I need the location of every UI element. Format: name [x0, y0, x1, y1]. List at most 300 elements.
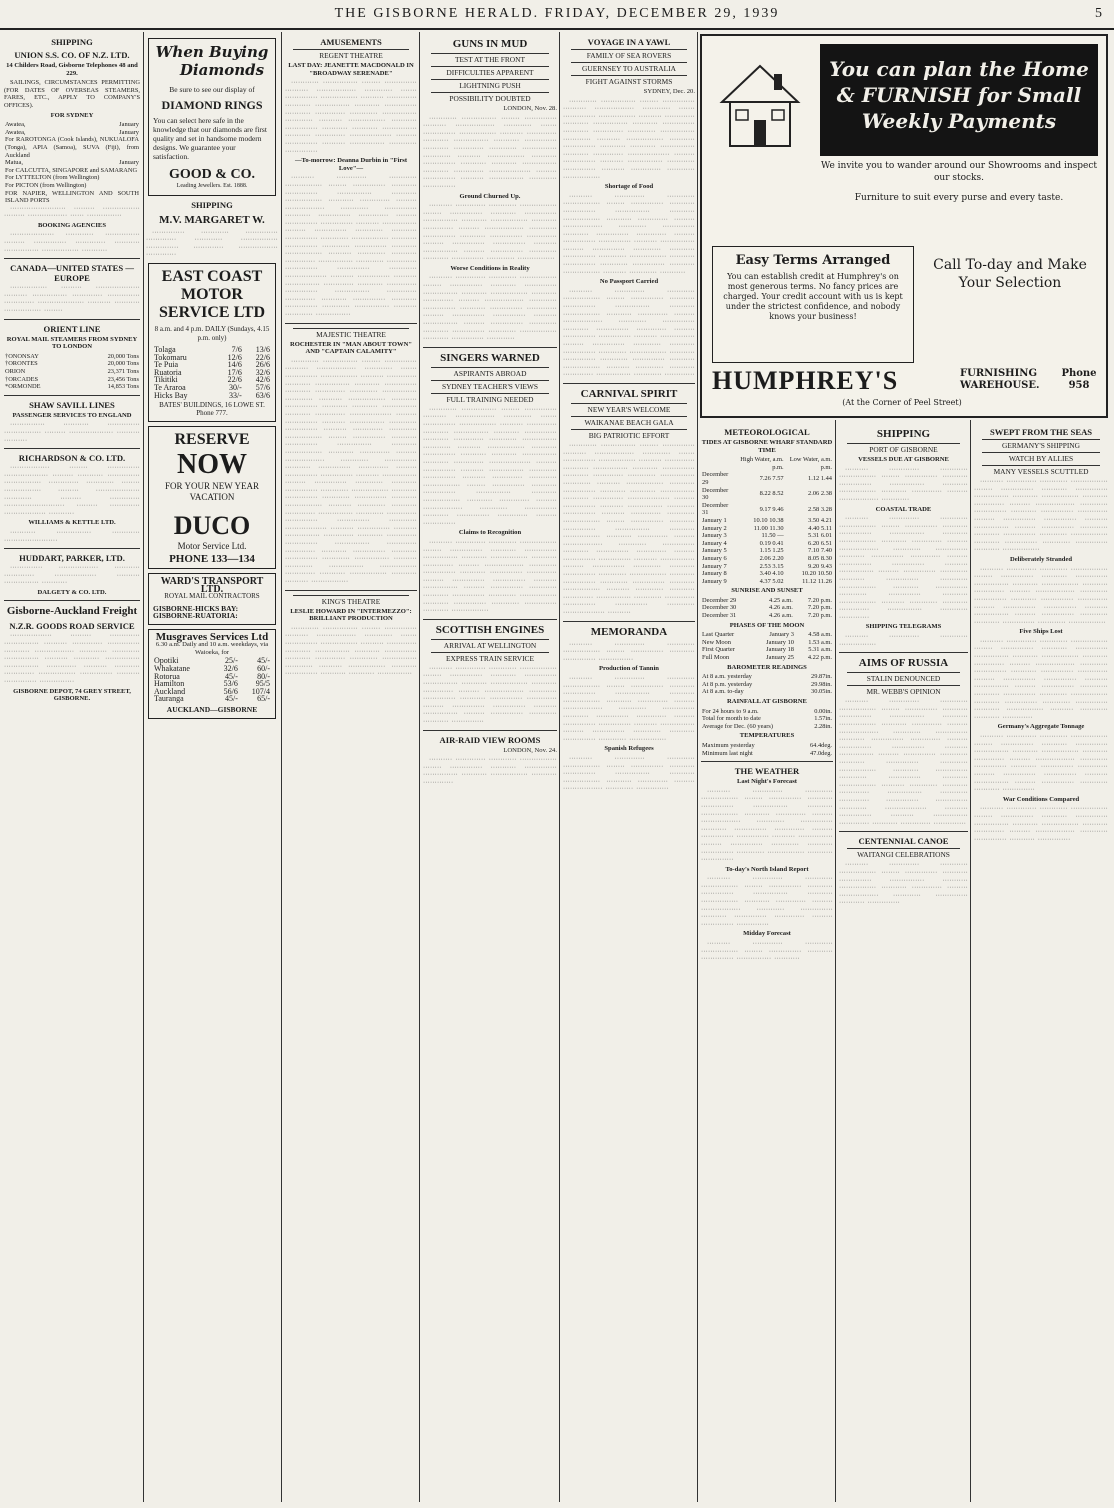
column-rule	[281, 32, 282, 1502]
ad-headline: Diamonds	[179, 61, 265, 79]
cell: 22/6	[255, 352, 270, 362]
cell: Low Water, a.m. p.m.	[789, 456, 832, 471]
cell: January 18	[766, 646, 794, 654]
body-text: ·········· ············· ············ ················ ········ ·············· ··········· ·············· ··············· ··········· ················ ··········· ············· ········· ················· ············ ·············· ··········· ·············· ············· ········· ·············· ·············· ·········· ··············· ········· ·············· ············ ··········· ·············· ············ ················ ··········· ··············	[701, 787, 833, 864]
deck: FULL TRAINING NEEDED	[431, 393, 549, 404]
cell: 29.87in.	[811, 673, 832, 681]
cell: 7.20 p.m.	[807, 604, 832, 612]
cell: For LYTTELTON (from Wellington)	[5, 174, 100, 182]
cell: 8.22 8.52	[759, 490, 784, 498]
sailings-table	[4, 121, 140, 205]
subhead: Germany's Aggregate Tonnage	[997, 723, 1085, 731]
subhead: BAROMETER READINGS	[727, 663, 807, 671]
headline: AIR-RAID VIEW ROOMS	[439, 734, 541, 745]
cell: December 31	[702, 612, 737, 620]
rain-table	[701, 708, 833, 731]
table-row	[4, 136, 140, 159]
cell: 23,456 Tons	[107, 375, 139, 383]
body-text: ·········· ············· ············ ················ ········ ·············· ··········· ·············· ··············· ··········· ················ ··········· ············· ········· ················· ············ ·············· ··········· ·············· ············· ········· ·············· ·············· ·········· ··············· ········· ·············· ············ ··········· ·············· ············ ················ ··········· ·············· ············ ·············· ··········· ················ ·········· ············ ··········· ············· ··············· ············ ············· ·············· ·············· ············ ·················· ·········· ·············· ·········· ··············· ············· ··········· ············· ·············· ··············· ············· ············· ··········· ·············· ··········· ·············· ············ ··············· ·········· ············ ···············	[285, 174, 417, 318]
cell: 53/6	[223, 679, 238, 689]
cell: Full Moon	[702, 654, 730, 662]
table-row	[701, 502, 833, 517]
musgraves-ad	[148, 629, 276, 719]
cell: 4.25 a.m.	[769, 596, 793, 604]
column-rule	[559, 32, 560, 1502]
baro-table	[701, 673, 833, 696]
cell: 14,853 Tons	[107, 383, 139, 391]
deck: MANY VESSELS SCUTTLED	[982, 465, 1100, 476]
body-text: ·········· ············· ············ ················ ········ ·············· ··········· ·············· ··············· ··········· ················ ··········· ············· ········· ················· ············ ·············· ··········· ·············· ············· ········· ·············· ·············· ·········· ··············· ········· ·············· ············ ··········· ·············· ············ ················ ··········· ·············· ············ ·············· ··········· ················ ·········· ············ ···········	[563, 192, 695, 276]
body-text: ·········· ············· ············ ················ ········ ·············· ··········· ·············· ··············· ··········· ················ ··········· ············· ········· ················· ············ ·············· ··········· ·············· ············· ········· ·············· ·············· ·········· ··············· ········· ·············· ············ ··········· ·············· ············ ················ ··········· ·············· ············ ·············· ··········· ················ ·········· ············ ··········· ·············	[974, 637, 1108, 721]
cell: 11.50 —	[761, 532, 784, 540]
headline: SCOTTISH ENGINES	[435, 623, 545, 636]
cell: January 8	[702, 570, 727, 578]
cell: 11.12 11.26	[802, 577, 832, 585]
cell: Opotiki	[154, 656, 179, 666]
ad-headline: When Buying	[155, 43, 269, 61]
table-row	[701, 612, 833, 620]
deck: GUERNSEY TO AUSTRALIA	[571, 62, 687, 73]
table-row	[701, 631, 833, 639]
subhead: Midday Forecast	[743, 930, 791, 938]
cell: 29.98in.	[811, 680, 832, 688]
table-row	[701, 750, 833, 758]
table-row	[701, 723, 833, 731]
ad-text: 6.30 a.m. Daily and 10 a.m. weekdays, via Waioeka, for	[155, 641, 269, 657]
cell: 23,371 Tons	[107, 368, 139, 375]
cell: FOR NAPIER, WELLINGTON AND SOUTH ISLAND PORTS	[5, 189, 139, 205]
table-row	[4, 353, 140, 361]
cell: 7.20 p.m.	[807, 612, 832, 620]
cell: 2.53 3.15	[759, 562, 784, 570]
ad-title: DIAMOND RINGS	[161, 98, 263, 112]
cell: *ORMONDE	[5, 383, 41, 391]
cell: †ONONSAY	[5, 352, 39, 360]
headline: CENTENNIAL CANOE	[858, 836, 949, 847]
shipping-news-column	[839, 424, 968, 1504]
body-text: ············ ··············· ········ ·············· ·········· ················· ············ ······· ·············· ················ ·········· ············· ··········· ··············· ··········· ·············· ··········· ············· ············ ··············· ············ ·········· ················ ··········· ·············· ··········· ··········· ···············	[285, 624, 417, 678]
table-row	[4, 368, 140, 376]
cell: 13/6	[255, 344, 270, 354]
freight-subtitle: N.Z.R. GOODS ROAD SERVICE	[9, 621, 135, 632]
table-row	[4, 121, 140, 129]
cell: Last Quarter	[702, 631, 735, 639]
cell: 3.50 4.21	[808, 516, 832, 524]
cell: Awatea,	[5, 121, 26, 129]
subhead: Production of Tannin	[599, 665, 659, 673]
headline: AIMS OF RUSSIA	[858, 657, 949, 670]
deck: TEST AT THE FRONT	[431, 53, 549, 64]
body-text: ·········· ············· ············ ················ ········ ·············· ··········· ·············· ··············· ··········· ················ ··········· ············· ········· ················· ············ ·············· ··········· ··············	[974, 805, 1108, 843]
ad-title: WARD'S TRANSPORT LTD.	[160, 575, 264, 595]
table-row	[701, 540, 833, 548]
subhead: Last Night's Forecast	[737, 778, 797, 786]
body-text: ··········· ··············· ············ ·······················	[4, 528, 140, 544]
masthead	[0, 0, 1114, 30]
dateline: LONDON, Nov. 28.	[503, 105, 557, 112]
cell: 8.05 8.30	[808, 554, 832, 562]
shipping-heading-2: SHIPPING	[191, 199, 233, 210]
wards-ad	[148, 573, 276, 625]
east-coast-ad	[148, 263, 276, 422]
cell: For RAROTONGA (Cook Islands), NUKUALOFA (Tonga), APIA (Samoa), SUVA (Fiji), from Auckland	[5, 136, 139, 159]
table-row	[701, 639, 833, 647]
deck: DIFFICULTIES APPARENT	[431, 66, 549, 77]
table-row	[701, 532, 833, 540]
deck: WATCH BY ALLIES	[982, 452, 1100, 463]
fares-table	[153, 346, 271, 399]
cell: 4.26 a.m.	[769, 604, 793, 612]
table-row	[153, 695, 271, 703]
cell: 42/6	[255, 375, 270, 385]
ad-text: 8 a.m. and 4 p.m. DAILY (Sundays, 4.15 p.m. only)	[154, 324, 270, 342]
body-text: ·········· ············· ············ ················ ········ ·············· ··········· ·············· ··············· ··········· ················ ··········· ············· ········· ················· ············ ·············· ··········· ·············· ············· ········· ·············· ·············· ·········· ··············· ········· ·············· ············ ··········· ·············· ············ ················ ··········· ·············· ············ ·············· ··········· ················	[423, 538, 557, 615]
ad-text: BATES' BUILDINGS, 16 LOWE ST. Phone 777.	[159, 401, 265, 417]
cell: 17/6	[227, 367, 242, 377]
cell: Hamilton	[154, 679, 185, 689]
cell: 5.31 6.01	[808, 532, 832, 540]
deck: ARRIVAL AT WELLINGTON	[431, 639, 549, 650]
table-row	[701, 517, 833, 525]
cell: 80/-	[257, 671, 270, 681]
column-rule	[419, 32, 420, 1502]
cell: 64.4deg.	[809, 741, 832, 749]
cell: †ORCADES	[5, 375, 39, 383]
cell: 7.26 7.57	[759, 475, 784, 483]
body-text: ············ ··············· ········ ·············· ·········· ················· ············ ······· ·············· ················ ·········· ············· ··········· ··············· ··········· ·············· ··········· ············· ············ ··············· ············ ·········· ················ ··········· ·············· ··········· ··········· ··············· ··········· ············· ·················· ········· ·············· ·········· ··············· ············ ·············· ·········· ············· ············ ················	[563, 97, 695, 181]
regent-deck: LAST DAY: JEANETTE MACDONALD IN "BROADWAY SERENADE"	[288, 62, 414, 77]
ad-text: You can select here safe in the knowledge that our diamonds are first quality and set in handsome modern designs. We guarantee your satisfaction.	[153, 116, 267, 161]
ad-title: Musgraves Services Ltd	[155, 630, 269, 643]
body-text: ············ ··············· ········ ·············· ·········· ················· ············ ······· ·············· ················ ·········· ············· ··········· ··············· ··········· ·············· ··········· ············· ············ ··············· ············ ·········· ················ ··········· ·············· ··········· ··········· ··············· ··········· ············· ·················· ········· ·············· ·········· ··············· ············ ·············· ·········· ············· ············ ················ ········ ·············· ··········· ·············· ··············· ··········· ················ ··········· ············· ········· ················· ············ ·············· ··········· ·············· ············· ········· ·············· ·············· ·········· ··············· ········· ·············· ············ ··········· ·············· ············ ················ ··········· ·············· ············ ·············· ··········· ················ ·········· ············ ··········· ············· ··············· ············ ············· ·············· ·············· ············ ·················· ·········· ·············· ·········· ··············· ············· ··········· ············· ·············· ··············· ············· ············· ··········· ·············· ··········· ·············· ············ ··············· ·········· ············ ··············· ················ ············· ··········· ················ ··········· ·········· ················	[285, 357, 417, 585]
cell: January 4	[702, 539, 727, 547]
table-row	[701, 742, 833, 750]
table-row	[4, 376, 140, 384]
ads-column	[146, 34, 278, 1504]
body-text: ·········· ············· ············ ················ ········ ·············· ··········· ·············· ··············· ··········· ················ ··········· ············· ········· ················· ············ ·············· ··········· ·············· ············· ········· ·············· ·············· ·········· ··············· ········· ·············· ············ ··········· ·············· ············ ················	[563, 675, 695, 743]
headline: MEMORANDA	[590, 625, 668, 638]
body-text: ·········· ············· ············ ················ ········ ·············· ··········· ·············· ··············· ··········· ················ ··········· ············· ········· ················· ············ ·············· ··········· ··············	[839, 861, 968, 907]
cell: 10.20 10.50	[801, 570, 832, 578]
subhead: Spanish Refugees	[604, 745, 654, 753]
cell: For CALCUTTA, SINGAPORE and SAMARANG	[5, 166, 138, 174]
body-text: ············ ··············· ········ ·············· ·········· ················· ············ ······· ·············· ················ ·········· ············· ··········· ··············· ··········· ·············· ··········· ············· ············ ··············· ············ ·········· ················ ··········· ·············· ··········· ··········· ··············· ··········· ············· ·················· ········· ·············· ·········· ··············· ············ ·············· ·········· ············· ············ ················ ········ ·············· ··········· ·············· ··············· ··········· ················ ··········· ············· ········· ················· ············ ·············· ··········· ·············· ············· ········· ··············	[423, 405, 557, 527]
body-text: ·········· ············· ············ ················ ········ ·············· ··········· ·············· ··············· ··········· ················ ··········· ············· ········· ················· ············ ·············· ··········· ·············· ············· ········· ·············· ·············· ·········· ··············· ········· ·············· ············ ··········· ·············· ············ ················ ··········· ·············· ············ ·············· ··········· ················ ·········· ············ ··········· ············· ··············· ············ ············· ·············· ·············· ············ ·················· ·········· ·············· ·········· ··············· ············· ··········· ············· ··············	[839, 698, 968, 827]
body-text: ············ ··············· ········ ·············· ·········· ················· ············ ······· ·············· ················ ·········· ············· ··········· ··············· ··········· ·············· ··········· ············· ············ ··············· ············ ·········· ················ ··········· ·············· ··········· ··········· ··············· ··········· ············· ·················· ········· ·············· ·········· ··············· ············ ·············· ·········· ············· ············ ················ ········ ·············· ··········· ·············· ··············· ··········· ················ ··········· ············· ········· ················· ············ ·············· ··········· ·············· ············· ········· ·············· ·············· ·········· ··············· ········· ·············· ············ ··········· ·············· ············ ················ ··········· ·············· ············ ·············· ··········· ················ ·········· ············ ··········· ············· ··············· ············ ············· ·············· ·············· ············ ·················· ··········	[563, 441, 695, 617]
table-row	[701, 525, 833, 533]
ad-line: Furniture to suit every purse and every taste.	[854, 193, 1064, 203]
cell: December 30	[702, 486, 729, 502]
cell: Awatea,	[5, 128, 26, 136]
amusements-heading: AMUSEMENTS	[320, 37, 382, 47]
orient-table	[4, 353, 140, 391]
ad-title: EAST COAST MOTOR SERVICE LTD	[159, 267, 265, 321]
cell: January	[119, 128, 139, 136]
headline: SHIPPING	[876, 428, 931, 440]
column-rule	[697, 32, 698, 1502]
table-row	[701, 597, 833, 605]
ad-line: We invite you to wander around our Showrooms and inspect our stocks.	[820, 161, 1098, 183]
cell: 30/-	[228, 382, 242, 392]
body-text: ················· ········ ·············· ··················· ········· ··········· ·············· ················ ············· ············ ········ ················ ········· ··················· ············ ········· ············· ·························· ········· ············· ·················· ···········	[4, 464, 140, 517]
body-text: ·········· ············· ············ ················ ········ ·············· ··········· ·············· ··············· ··········· ················ ··········· ·············	[423, 756, 557, 786]
terms-box	[712, 246, 914, 363]
amusements-column	[285, 34, 417, 1504]
meteorological-column	[701, 424, 833, 1504]
tides-table	[701, 456, 833, 585]
shaw-subtitle: PASSENGER SERVICES TO ENGLAND	[12, 411, 132, 419]
cell: 47.0deg.	[809, 749, 832, 757]
regent-tomorrow: —To-morrow: Deanna Durbin in "First Love"—	[294, 157, 408, 172]
body-text: ············ ··············· ········ ·············· ·········· ················· ············ ······· ·············· ················ ·········· ············· ··········· ··············· ··········· ·············· ··········· ············· ············ ··············· ············ ·········· ················ ··········· ·············· ··········· ··········· ··············· ··········· ············· ·················· ········· ·············· ·········· ··············· ············ ··············	[423, 114, 557, 190]
table-row	[701, 654, 833, 662]
table-row	[701, 681, 833, 689]
subhead: TIDES AT GISBORNE WHARF STANDARD TIME	[701, 439, 833, 454]
table-row	[4, 174, 140, 182]
cell: 22/6	[227, 375, 242, 385]
cell: Te Araroa	[154, 382, 186, 392]
cell: 10.10 10.38	[753, 516, 784, 524]
deck: ASPIRANTS ABROAD	[431, 367, 549, 378]
subhead: RAINFALL AT GISBORNE	[727, 698, 807, 705]
terms-body: You can establish credit at Humphrey's on most generous terms. No fancy prices are charged. Your credit account with us is kept under the strictest confidence, and nobody knows your business!	[723, 272, 903, 321]
column-rule	[970, 420, 971, 1502]
dateline: SYDNEY, Dec. 20.	[643, 88, 695, 95]
cell: ORION	[5, 368, 26, 375]
cell: 0.19 0.41	[759, 539, 784, 547]
subhead: Shortage of Food	[604, 183, 654, 191]
diamonds-ad	[148, 38, 276, 196]
deck: POSSIBILITY DOUBTED	[431, 92, 549, 103]
ad-banner: You can plan the Home & FURNISH for Small Weekly Payments	[820, 44, 1098, 156]
headline: SINGERS WARNED	[440, 351, 540, 364]
body-text: ·········· ············· ············ ················ ········ ·············· ··········· ·············· ···············	[563, 640, 695, 663]
duco-ad	[148, 426, 276, 569]
table-row	[4, 167, 140, 175]
cell: December 29	[702, 596, 737, 604]
cell: 1.12 1.44	[808, 475, 832, 483]
table-row	[701, 570, 833, 578]
cell: January 3	[702, 532, 727, 540]
cell: 3.40 4.10	[759, 570, 784, 578]
cell: 30.05in.	[811, 688, 832, 696]
subhead: SUNRISE AND SUNSET	[731, 587, 803, 595]
news-column-1	[423, 34, 557, 1504]
cell: New Moon	[702, 638, 731, 646]
subhead: No Passport Carried	[599, 278, 659, 286]
headline: GUNS IN MUD	[452, 38, 528, 50]
body-text: ························ ········· ················ ········· ················· ······ ···············	[4, 204, 140, 220]
cell: January	[119, 159, 139, 167]
deck: WAIKANAE BEACH GALA	[571, 416, 687, 427]
cell: Tolaga	[154, 344, 176, 354]
margaret-title: M.V. MARGARET W.	[159, 213, 265, 226]
table-row	[701, 487, 833, 502]
sailings-notice: SAILINGS, CIRCUMSTANCES PERMITTING (FOR DATES OF OVERSEAS STEAMERS, FARES, ETC., APPLY TO COMPANY'S OFFICES).	[4, 79, 140, 109]
cell: 7.10 7.40	[808, 547, 832, 555]
cell: Rotorua	[154, 671, 180, 681]
firm-phone: Phone 958	[1061, 368, 1097, 391]
subhead: SHIPPING TELEGRAMS	[865, 623, 942, 631]
table-row	[701, 547, 833, 555]
majestic-deck: ROCHESTER IN "MAN ABOUT TOWN" AND "CAPTAIN CALAMITY"	[289, 340, 412, 356]
body-text: ·················· ········· ············· ··············· ·········· ············· ·············· ··········· ················· ············ ············ ··············· ·········· ··········· ··············· ··············· ············· ·········· ··········· ············· ················ ·············· ·········· ·············· ···············	[4, 632, 140, 686]
body-text: ·········· ············· ············ ················ ········ ·············· ··········· ·············· ··············· ··········· ················ ··········· ············· ········· ················· ············	[839, 465, 968, 503]
ad-text: Be sure to see our display of	[169, 85, 255, 94]
subhead: To-day's North Island Report	[725, 865, 809, 873]
body-text: ··············· ··········· ·············· ················ ········· ··················· ·········· ··········	[4, 421, 140, 444]
cell: 7.20 p.m.	[807, 596, 832, 604]
body-text: ············ ··············· ········ ·············· ·········· ················· ············ ······· ·············· ················ ·········· ············· ··········· ··············· ··········· ·············· ··········· ············· ············ ··············· ············ ·········· ················ ··········· ·············· ··········· ··········· ··············· ··········· ············· ·················· ········· ·············· ·········· ··············· ············ ··············	[285, 79, 417, 155]
terms-title: Easy Terms Arranged	[735, 253, 891, 268]
cell: 45/-	[225, 671, 238, 681]
headline: VOYAGE IN A YAWL	[587, 37, 671, 47]
body-text: ·········· ············· ············ ················ ········ ·············· ··········· ·············· ··············· ··········· ················ ··········· ············· ········· ················· ············ ·············· ··········· ·············· ············· ········· ·············· ·············· ·········· ··············· ········· ·············· ············ ··········· ·············· ············ ················	[974, 565, 1108, 626]
deck: WAITANGI CELEBRATIONS	[847, 848, 960, 859]
table-row	[701, 563, 833, 571]
body-text: ·········· ············· ············ ················ ········ ·············· ··········· ·············· ··············· ··········· ················ ··········· ············· ········· ················· ············ ·············· ··········· ·············· ············· ········· ·············· ·············· ·········· ··············· ········· ·············· ············ ··········· ·············· ············ ················ ··········· ·············· ············ ·············· ··········· ················ ·········· ············ ··········· ············· ··············· ············ ·············	[563, 287, 695, 379]
cell: January 7	[702, 562, 727, 570]
news-column-2	[563, 34, 695, 1504]
ad-phone: PHONE 133—134	[169, 553, 255, 566]
cell: 5.31 a.m.	[808, 646, 832, 654]
firm-address: (At the Corner of Peel Street)	[842, 398, 962, 407]
table-row	[4, 129, 140, 137]
table-row	[4, 182, 140, 190]
cell: At 8 p.m. yesterday	[702, 680, 753, 688]
table-row	[701, 604, 833, 612]
cell: At 8 a.m. yesterday	[702, 673, 752, 681]
table-row	[701, 555, 833, 563]
cell: 25/-	[225, 656, 238, 666]
orient-subtitle: ROYAL MAIL STEAMERS FROM SYDNEY TO LONDON	[6, 335, 138, 351]
cell	[701, 456, 735, 471]
deck: FAMILY OF SEA ROVERS	[571, 49, 687, 60]
cell: 107/4	[251, 686, 270, 696]
freight-title: Gisborne-Auckland Freight	[6, 605, 138, 618]
cell: 4.26 a.m.	[769, 612, 793, 620]
column-rule	[143, 32, 144, 1502]
ad-title: DUCO	[173, 511, 251, 541]
deck: FIGHT AGAINST STORMS	[571, 75, 687, 86]
deck: SYDNEY TEACHER'S VIEWS	[431, 380, 549, 391]
cell: For PICTON (from Wellington)	[5, 181, 87, 189]
orient-title: ORIENT LINE	[43, 323, 101, 334]
cell: January 5	[702, 547, 727, 555]
ad-title: RESERVE	[174, 431, 250, 449]
subhead: Claims to Recognition	[458, 529, 522, 537]
table-row	[4, 159, 140, 167]
cell: High Water, a.m. p.m.	[740, 456, 784, 471]
cell: 95/5	[255, 679, 270, 689]
cell: 33/-	[228, 390, 242, 400]
cell: Minimum last night	[702, 749, 753, 757]
cell: 56/6	[223, 686, 238, 696]
dalgety-title: DALGETY & CO. LTD.	[37, 588, 107, 596]
body-text: ·········· ············· ············ ················ ········ ·············· ··········· ·············· ··············· ··········· ················ ··········· ············· ········· ················· ············ ·············· ··········· ·············· ············· ········· ·············· ·············· ·········· ··············· ········· ·············· ············ ··········· ··············	[974, 733, 1108, 794]
cell: Tokomaru	[154, 352, 187, 362]
table-row	[701, 708, 833, 716]
subhead: Ground Churned Up.	[459, 192, 521, 200]
deck: GERMANY'S SHIPPING	[982, 439, 1100, 450]
subhead: War Conditions Compared	[1002, 795, 1080, 803]
subhead: Worse Conditions in Reality	[450, 264, 530, 272]
cell: 6.20 6.51	[808, 539, 832, 547]
ad-text: FOR YOUR NEW YEAR VACATION	[165, 481, 259, 503]
cell: January 9	[702, 577, 727, 585]
table-row	[153, 392, 271, 400]
table-row	[701, 578, 833, 586]
cell: 12/6	[227, 352, 242, 362]
cell: 57/6	[255, 382, 270, 392]
headline: CARNIVAL SPIRIT	[580, 387, 678, 400]
cell: December 31	[702, 501, 729, 517]
masthead-title: THE GISBORNE HERALD. FRIDAY, DECEMBER 29, 1939	[334, 6, 780, 21]
subhead: Five Ships Lost	[1019, 628, 1063, 636]
cell: 32/6	[255, 367, 270, 377]
subhead: PHASES OF THE MOON	[729, 621, 805, 629]
body-text: ·········· ············· ············ ················	[839, 633, 968, 648]
cell: 45/-	[257, 656, 270, 666]
headline: METEOROLOGICAL	[724, 427, 810, 437]
cell: 60/-	[257, 664, 270, 674]
cell: 2.28in.	[814, 722, 832, 730]
shaw-title: SHAW SAVILL LINES	[29, 399, 115, 410]
table-row	[701, 471, 833, 486]
cell: 2.06 2.38	[808, 490, 832, 498]
shipping-column	[4, 34, 140, 1504]
cell: January 1	[702, 516, 727, 524]
canada-title: CANADA—UNITED STATES —EUROPE	[10, 263, 134, 284]
booking-heading: BOOKING AGENCIES	[38, 221, 106, 229]
cell: 26/6	[255, 360, 270, 370]
moon-table	[701, 631, 833, 661]
subhead: Deliberately Stranded	[1009, 555, 1073, 563]
cell: 4.37 5.02	[759, 577, 784, 585]
body-text: ·········· ············· ············ ················ ········ ·············· ··········· ·············· ··············· ···········	[701, 940, 833, 963]
fares-table	[153, 657, 271, 703]
body-text: ·········· ············· ············ ················ ········ ·············· ··········· ·············· ··············· ··········· ················ ··········· ············· ········· ················· ············ ·············· ··········· ·············· ············· ········· ·············· ··············	[701, 875, 833, 928]
subhead: COASTAL TRADE	[875, 505, 932, 513]
ad-text: AUCKLAND—GISBORNE	[166, 705, 258, 715]
cell: 32/6	[223, 664, 238, 674]
regent-title: REGENT THEATRE	[293, 49, 409, 60]
union-title: UNION S.S. CO. OF N.Z. LTD.	[14, 50, 130, 60]
cell: 20,000 Tons	[107, 360, 139, 368]
cell: January 25	[766, 654, 794, 662]
ad-text: Motor Service Ltd.	[177, 541, 247, 552]
cell: 1.53 a.m.	[808, 638, 832, 646]
body-text: ················ ········· ··················· ·········· ··············· ············· ·············· ············· ···················· ·········· ··········· ················ ········	[4, 284, 140, 315]
shipping-heading: SHIPPING	[51, 37, 93, 47]
deck: PORT OF GISBORNE	[847, 443, 960, 454]
cell: 45/-	[225, 694, 238, 704]
table-row	[701, 646, 833, 654]
cell: Tauranga	[154, 694, 184, 704]
table-row	[4, 190, 140, 205]
cell: First Quarter	[702, 646, 735, 654]
deck: BIG PATRIOTIC EFFORT	[571, 429, 687, 440]
cell: 1.57in.	[814, 715, 832, 723]
table-row	[701, 456, 833, 471]
majestic-title: MAJESTIC THEATRE	[293, 328, 409, 339]
cell: 0.00in.	[814, 707, 832, 715]
cell: 2.58 3.28	[808, 505, 832, 513]
humphreys-ad	[700, 34, 1108, 418]
ad-text: GISBORNE-RUATORIA:	[153, 611, 238, 621]
table-row	[701, 688, 833, 696]
table-row	[4, 383, 140, 391]
